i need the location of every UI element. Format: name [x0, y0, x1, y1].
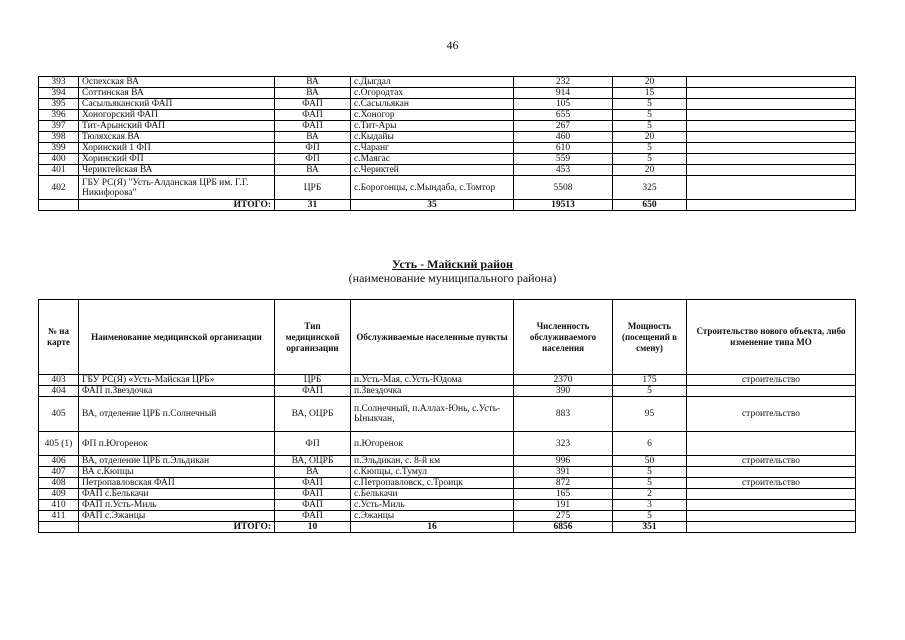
cell-num: 405	[39, 397, 79, 432]
table-row	[39, 432, 856, 456]
cell-points: с.Борогонцы, с.Мындаба, с.Томтор	[351, 176, 514, 200]
facilities-table-body	[39, 77, 856, 211]
cell-note	[687, 77, 856, 88]
total-type: 10	[275, 522, 351, 533]
cell-type: ФАП	[275, 511, 351, 522]
total-label: ИТОГО:	[79, 522, 275, 533]
table-row	[39, 143, 856, 154]
cell-points: с.Огородтах	[351, 88, 514, 99]
cell-num: 411	[39, 511, 79, 522]
table-header-row	[39, 300, 856, 375]
cell-num: 405 (1)	[39, 432, 79, 456]
total-population: 19513	[514, 200, 613, 211]
table-row	[39, 456, 856, 467]
cell-type: ФАП	[275, 121, 351, 132]
cell-num: 409	[39, 489, 79, 500]
cell-note	[687, 110, 856, 121]
cell-name: Тюляхская ВА	[79, 132, 275, 143]
total-population: 6856	[514, 522, 613, 533]
cell-note	[687, 489, 856, 500]
cell-capacity: 2	[613, 489, 687, 500]
page-number: 46	[446, 38, 459, 52]
table-row	[39, 500, 856, 511]
cell-name: Петропавловская ФАП	[79, 478, 275, 489]
cell-capacity: 325	[613, 176, 687, 200]
cell-population: 655	[514, 110, 613, 121]
cell-name: Сасыльяканский ФАП	[79, 99, 275, 110]
total-capacity: 650	[613, 200, 687, 211]
cell-type: ВА, ОЦРБ	[275, 397, 351, 432]
total-capacity: 351	[613, 522, 687, 533]
header-type: Тип медицинской организации	[275, 300, 351, 375]
cell-num: 402	[39, 176, 79, 200]
cell-note	[687, 99, 856, 110]
cell-type: ФП	[275, 154, 351, 165]
cell-num: 399	[39, 143, 79, 154]
table-row	[39, 467, 856, 478]
table-row	[39, 511, 856, 522]
table-row	[39, 176, 856, 200]
header-population: Численность обслуживаемого населения	[514, 300, 613, 375]
cell-type: ФАП	[275, 99, 351, 110]
cell-note	[687, 143, 856, 154]
cell-num: 406	[39, 456, 79, 467]
cell-type: ФАП	[275, 110, 351, 121]
cell-name: ФАП с.Эжанцы	[79, 511, 275, 522]
cell-population: 872	[514, 478, 613, 489]
cell-name: Чериктейская ВА	[79, 165, 275, 176]
cell-population: 105	[514, 99, 613, 110]
header-name: Наименование медицинской организации	[79, 300, 275, 375]
cell-num	[39, 522, 79, 533]
table-row	[39, 121, 856, 132]
ust-maya-table-body	[39, 375, 856, 533]
cell-type: ФАП	[275, 500, 351, 511]
cell-num: 407	[39, 467, 79, 478]
cell-capacity: 5	[613, 99, 687, 110]
cell-capacity: 20	[613, 77, 687, 88]
cell-type: ФП	[275, 143, 351, 154]
table-row	[39, 154, 856, 165]
table-row	[39, 397, 856, 432]
cell-note	[687, 132, 856, 143]
cell-population: 5508	[514, 176, 613, 200]
header-points: Обслуживаемые населенные пункты	[351, 300, 514, 375]
cell-type: ФАП	[275, 489, 351, 500]
table-row	[39, 386, 856, 397]
table-row	[39, 99, 856, 110]
table-row	[39, 132, 856, 143]
cell-num: 395	[39, 99, 79, 110]
district-title: Усть - Майский район	[392, 257, 513, 271]
cell-name: ФП п.Югоренок	[79, 432, 275, 456]
header-num: № на карте	[39, 300, 79, 375]
table-row	[39, 165, 856, 176]
facilities-table-continued	[38, 76, 856, 211]
cell-num: 397	[39, 121, 79, 132]
cell-num: 400	[39, 154, 79, 165]
cell-population: 610	[514, 143, 613, 154]
cell-points: с.Маягас	[351, 154, 514, 165]
cell-num: 394	[39, 88, 79, 99]
cell-name: ВА с.Кюпцы	[79, 467, 275, 478]
cell-name: ФАП с.Белькачи	[79, 489, 275, 500]
cell-num: 403	[39, 375, 79, 386]
cell-capacity: 5	[613, 386, 687, 397]
cell-type: ВА	[275, 77, 351, 88]
cell-type: ВА	[275, 88, 351, 99]
cell-capacity: 5	[613, 121, 687, 132]
cell-type: ФАП	[275, 478, 351, 489]
cell-capacity: 50	[613, 456, 687, 467]
cell-population: 191	[514, 500, 613, 511]
cell-note	[687, 500, 856, 511]
cell-points: с.Белькачи	[351, 489, 514, 500]
cell-num: 396	[39, 110, 79, 121]
cell-type: ВА	[275, 467, 351, 478]
cell-num: 408	[39, 478, 79, 489]
cell-num: 393	[39, 77, 79, 88]
cell-note: строительство	[687, 478, 856, 489]
cell-note	[687, 165, 856, 176]
cell-num: 410	[39, 500, 79, 511]
cell-type: ЦРБ	[275, 176, 351, 200]
cell-name: Тит-Арынский ФАП	[79, 121, 275, 132]
table-row	[39, 88, 856, 99]
cell-points: с.Усть-Миль	[351, 500, 514, 511]
cell-note	[687, 88, 856, 99]
cell-num	[39, 200, 79, 211]
cell-population: 559	[514, 154, 613, 165]
cell-note	[687, 154, 856, 165]
cell-points: с.Чаранг	[351, 143, 514, 154]
cell-points: с.Кыдайы	[351, 132, 514, 143]
cell-note	[687, 511, 856, 522]
cell-capacity: 5	[613, 154, 687, 165]
cell-name: ГБУ РС(Я) «Усть-Майская ЦРБ»	[79, 375, 275, 386]
cell-name: ФАП п.Усть-Миль	[79, 500, 275, 511]
cell-points: с.Дыгдал	[351, 77, 514, 88]
district-subtitle: (наименование муниципального района)	[348, 271, 557, 285]
total-label: ИТОГО:	[79, 200, 275, 211]
cell-points: п.Солнечный, п.Аллах-Юнь, с.Усть-Ыныкчан,	[351, 397, 514, 432]
cell-type: ВА, ОЦРБ	[275, 456, 351, 467]
cell-capacity: 5	[613, 478, 687, 489]
cell-note	[687, 200, 856, 211]
cell-points: с.Петропавловск, с.Троицк	[351, 478, 514, 489]
cell-note	[687, 121, 856, 132]
cell-name: ФАП п.Звездочка	[79, 386, 275, 397]
cell-points: с.Чериктей	[351, 165, 514, 176]
cell-name: Оспехская ВА	[79, 77, 275, 88]
cell-name: Хоногорский ФАП	[79, 110, 275, 121]
cell-capacity: 5	[613, 467, 687, 478]
cell-population: 165	[514, 489, 613, 500]
cell-capacity: 5	[613, 143, 687, 154]
cell-num: 401	[39, 165, 79, 176]
cell-type: ФП	[275, 432, 351, 456]
cell-name: Хоринский 1 ФП	[79, 143, 275, 154]
cell-note	[687, 386, 856, 397]
cell-capacity: 95	[613, 397, 687, 432]
cell-name: Соттинская ВА	[79, 88, 275, 99]
total-type: 31	[275, 200, 351, 211]
cell-name: ВА, отделение ЦРБ п.Эльдикан	[79, 456, 275, 467]
cell-note	[687, 522, 856, 533]
cell-points: с.Хоногор	[351, 110, 514, 121]
cell-capacity: 15	[613, 88, 687, 99]
cell-num: 404	[39, 386, 79, 397]
table-row	[39, 489, 856, 500]
total-points: 35	[351, 200, 514, 211]
cell-capacity: 5	[613, 110, 687, 121]
cell-points: с.Тит-Ары	[351, 121, 514, 132]
cell-population: 267	[514, 121, 613, 132]
table-row	[39, 478, 856, 489]
cell-points: с.Эжанцы	[351, 511, 514, 522]
cell-note	[687, 176, 856, 200]
cell-points: с.Кюпцы, с.Тумул	[351, 467, 514, 478]
header-note: Строительство нового объекта, либо изменение типа МО	[687, 300, 856, 375]
cell-population: 232	[514, 77, 613, 88]
table-row	[39, 375, 856, 386]
cell-population: 883	[514, 397, 613, 432]
cell-population: 323	[514, 432, 613, 456]
total-points: 16	[351, 522, 514, 533]
cell-capacity: 175	[613, 375, 687, 386]
cell-population: 453	[514, 165, 613, 176]
cell-type: ФАП	[275, 386, 351, 397]
cell-note	[687, 467, 856, 478]
table-row	[39, 110, 856, 121]
cell-type: ВА	[275, 165, 351, 176]
cell-note: строительство	[687, 397, 856, 432]
cell-population: 460	[514, 132, 613, 143]
cell-population: 914	[514, 88, 613, 99]
cell-points: п.Югоренок	[351, 432, 514, 456]
cell-population: 996	[514, 456, 613, 467]
cell-population: 275	[514, 511, 613, 522]
cell-population: 391	[514, 467, 613, 478]
cell-population: 2370	[514, 375, 613, 386]
cell-capacity: 6	[613, 432, 687, 456]
cell-capacity: 20	[613, 132, 687, 143]
cell-name: ВА, отделение ЦРБ п.Солнечный	[79, 397, 275, 432]
cell-name: Хоринский ФП	[79, 154, 275, 165]
cell-note	[687, 432, 856, 456]
cell-note: строительство	[687, 456, 856, 467]
table-row	[39, 77, 856, 88]
cell-capacity: 20	[613, 165, 687, 176]
cell-capacity: 5	[613, 511, 687, 522]
cell-num: 398	[39, 132, 79, 143]
cell-points: с.Сасыльякан	[351, 99, 514, 110]
cell-name: ГБУ РС(Я) "Усть-Алданская ЦРБ им. Г.Г. Никифорова"	[79, 176, 275, 200]
total-row	[39, 200, 856, 211]
ust-maya-facilities-table	[38, 299, 856, 533]
total-row	[39, 522, 856, 533]
cell-note: строительство	[687, 375, 856, 386]
cell-points: п.Усть-Мая, с.Усть-Юдома	[351, 375, 514, 386]
cell-capacity: 3	[613, 500, 687, 511]
cell-points: п.Эльдикан, с. 8-й км	[351, 456, 514, 467]
cell-type: ВА	[275, 132, 351, 143]
cell-type: ЦРБ	[275, 375, 351, 386]
header-capacity: Мощность (посещений в смену)	[613, 300, 687, 375]
cell-population: 390	[514, 386, 613, 397]
cell-points: п.Звездочка	[351, 386, 514, 397]
